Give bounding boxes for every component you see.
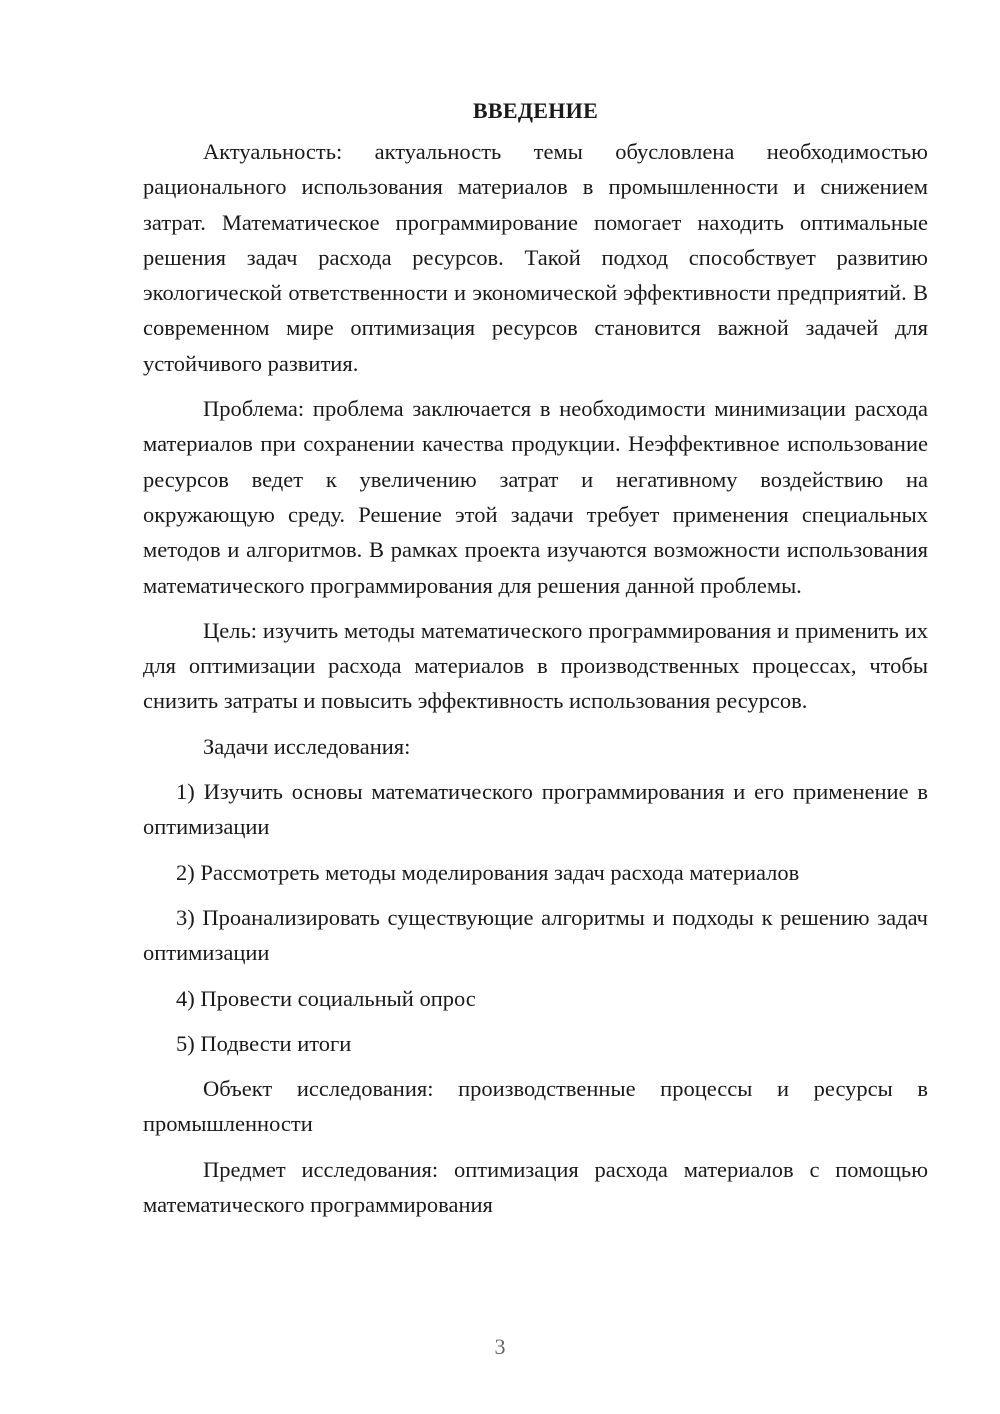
relevance-paragraph: Актуальность: актуальность темы обусловлена необходимостью рационального использования материалов в промышленности и снижением затрат. Математическое программирование помогает находить оптимальные решения задач расхода ресурсов. Такой подход способствует развитию экологической ответственности и экономической эффективности предприятий. В современном мире оптимизация ресурсов становится важной задачей для устойчивого развития. xyxy=(143,139,928,376)
task-item-3: 3) Проанализировать существующие алгоритмы и подходы к решению задач оптимизации xyxy=(143,904,928,966)
document-page xyxy=(143,94,928,1222)
goal-paragraph: Цель: изучить методы математического программирования и применить их для оптимизации расхода материалов в производственных процессах, чтобы снизить затраты и повысить эффективность использования ресурсов. xyxy=(143,617,928,714)
object-paragraph: Объект исследования: производственные процессы и ресурсы в промышленности xyxy=(143,1076,928,1137)
task-item-4: 4) Провести социальный опрос xyxy=(176,985,476,1011)
page-title: ВВЕДЕНИЕ xyxy=(472,98,599,123)
page-number: 3 xyxy=(494,1334,506,1359)
problem-paragraph: Проблема: проблема заключается в необходимости минимизации расхода материалов при сохранении качества продукции. Неэффективное использование ресурсов ведет к увеличению затрат и негативному воздействию на окружающую среду. Решение этой задачи требует применения специальных методов и алгоритмов. В рамках проекта изучаются возможности использования математического программирования для решения данной проблемы. xyxy=(143,396,928,598)
tasks-heading: Задачи исследования: xyxy=(203,733,411,759)
task-item-2: 2) Рассмотреть методы моделирования задач расхода материалов xyxy=(176,859,800,885)
task-item-1: 1) Изучить основы математического программирования и его применение в оптимизации xyxy=(143,779,928,840)
subject-paragraph: Предмет исследования: оптимизация расхода материалов с помощью математического программирования xyxy=(143,1156,928,1218)
task-item-5: 5) Подвести итоги xyxy=(176,1030,352,1056)
